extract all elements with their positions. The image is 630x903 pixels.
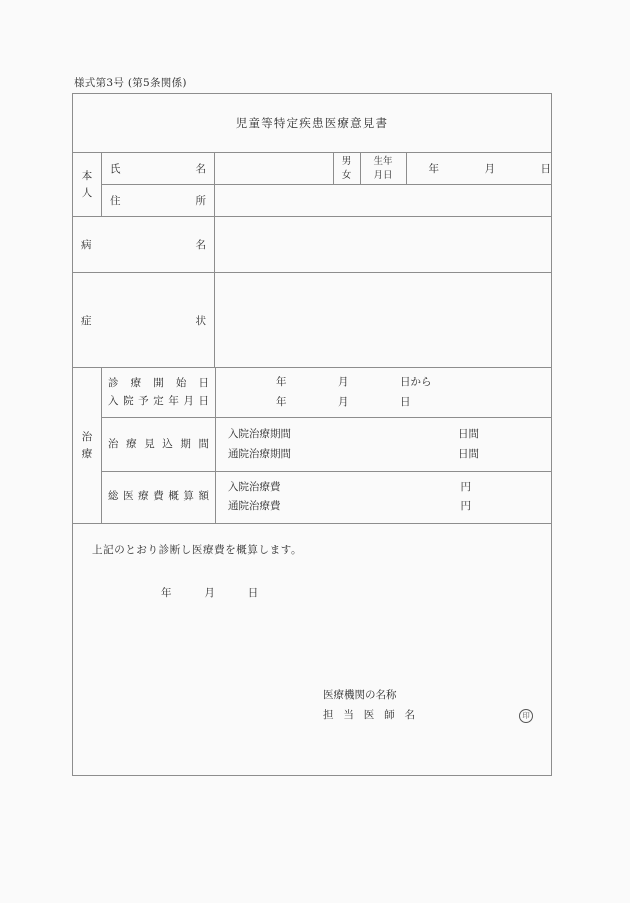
inpatient-cost-line[interactable] bbox=[228, 478, 551, 497]
address-label-cell bbox=[102, 185, 215, 216]
start-date-label-cell bbox=[102, 368, 216, 417]
disease-label: 病名 bbox=[81, 239, 206, 251]
address-row bbox=[102, 185, 551, 216]
dob-year-unit: 年 bbox=[428, 163, 439, 175]
inpatient-period-label: 入院治療期間 bbox=[228, 428, 291, 441]
start-date-label-line2: 入院予定年月日 bbox=[108, 394, 209, 407]
admission-month-unit: 月 bbox=[338, 395, 349, 408]
admission-date-line[interactable] bbox=[228, 393, 551, 412]
sex-label-cell[interactable] bbox=[334, 153, 361, 184]
sex-label-female: 女 bbox=[341, 169, 352, 181]
doctor-label: 担当医師名 bbox=[323, 709, 415, 722]
form-number: 様式第3号 (第5条関係) bbox=[74, 77, 187, 89]
person-side-label-top: 本 bbox=[81, 170, 93, 183]
consult-start-day-unit: 日から bbox=[400, 376, 432, 389]
seal-icon: 印 bbox=[519, 709, 533, 723]
name-input[interactable] bbox=[215, 153, 334, 184]
person-section bbox=[73, 153, 551, 217]
disease-label-cell bbox=[73, 217, 215, 272]
start-date-fields[interactable] bbox=[216, 368, 551, 417]
institution-label: 医療機関の名称 bbox=[323, 689, 397, 701]
dob-label-cell bbox=[361, 153, 407, 184]
address-input[interactable] bbox=[215, 185, 551, 216]
signature-block bbox=[323, 685, 533, 726]
person-side-label-bottom: 人 bbox=[81, 186, 93, 199]
person-side-label bbox=[73, 153, 102, 216]
name-label-cell bbox=[102, 153, 215, 184]
expected-period-label: 治療見込期間 bbox=[108, 437, 209, 450]
admission-day-unit: 日 bbox=[400, 395, 411, 408]
treatment-side-label bbox=[73, 368, 102, 523]
start-date-row bbox=[102, 368, 551, 418]
outpatient-cost-unit: 円 bbox=[460, 500, 471, 513]
dob-day-unit: 日 bbox=[540, 163, 551, 175]
dob-label-top: 生年 bbox=[373, 155, 393, 167]
consult-start-date-line[interactable] bbox=[228, 373, 551, 392]
name-row bbox=[102, 153, 551, 185]
inpatient-period-unit: 日間 bbox=[458, 428, 479, 441]
symptom-row bbox=[73, 273, 551, 368]
institution-line[interactable] bbox=[323, 685, 533, 705]
estimated-cost-row bbox=[102, 472, 551, 523]
expected-period-label-cell bbox=[102, 418, 216, 470]
outpatient-cost-line[interactable] bbox=[228, 497, 551, 516]
inpatient-cost-unit: 円 bbox=[460, 480, 471, 493]
symptom-input[interactable] bbox=[215, 273, 551, 367]
disease-row bbox=[73, 217, 551, 273]
inpatient-cost-label: 入院治療費 bbox=[228, 480, 281, 493]
outpatient-cost-label: 通院治療費 bbox=[228, 500, 281, 513]
page-title: 児童等特定疾患医療意見書 bbox=[235, 116, 389, 130]
form-title-row bbox=[73, 94, 551, 153]
name-label: 氏名 bbox=[110, 163, 206, 175]
treatment-side-label-bottom: 療 bbox=[81, 447, 93, 460]
admission-year-unit: 年 bbox=[276, 395, 287, 408]
start-date-label-line1: 診療開始日 bbox=[108, 376, 209, 389]
estimated-cost-fields[interactable] bbox=[216, 472, 551, 523]
outpatient-period-label: 通院治療期間 bbox=[228, 447, 291, 460]
certification-statement: 上記のとおり診断し医療費を概算します。 bbox=[92, 544, 303, 556]
dob-label-bottom: 月日 bbox=[373, 169, 393, 181]
signature-day-unit: 日 bbox=[247, 587, 259, 599]
dob-input[interactable] bbox=[407, 153, 552, 184]
symptom-label: 症状 bbox=[81, 314, 206, 327]
inpatient-period-line[interactable] bbox=[228, 425, 551, 444]
treatment-section bbox=[73, 368, 551, 524]
expected-period-fields[interactable] bbox=[216, 418, 551, 470]
signature-date[interactable] bbox=[161, 585, 258, 600]
address-label: 住所 bbox=[110, 195, 206, 207]
consult-start-year-unit: 年 bbox=[276, 376, 287, 389]
signature-year-unit: 年 bbox=[161, 587, 172, 599]
medical-opinion-form bbox=[72, 93, 552, 776]
doctor-line[interactable] bbox=[323, 705, 533, 725]
outpatient-period-line[interactable] bbox=[228, 445, 551, 464]
consult-start-month-unit: 月 bbox=[338, 376, 349, 389]
signature-month-unit: 月 bbox=[204, 587, 215, 599]
expected-period-row bbox=[102, 418, 551, 471]
outpatient-period-unit: 日間 bbox=[458, 447, 479, 460]
disease-input[interactable] bbox=[215, 217, 551, 272]
estimated-cost-label: 総医療費概算額 bbox=[108, 490, 209, 503]
estimated-cost-label-cell bbox=[102, 472, 216, 523]
treatment-side-label-top: 治 bbox=[81, 431, 93, 444]
dob-month-unit: 月 bbox=[484, 163, 495, 175]
statement-section bbox=[73, 524, 551, 772]
sex-label-male: 男 bbox=[341, 155, 352, 167]
symptom-label-cell bbox=[73, 273, 215, 367]
